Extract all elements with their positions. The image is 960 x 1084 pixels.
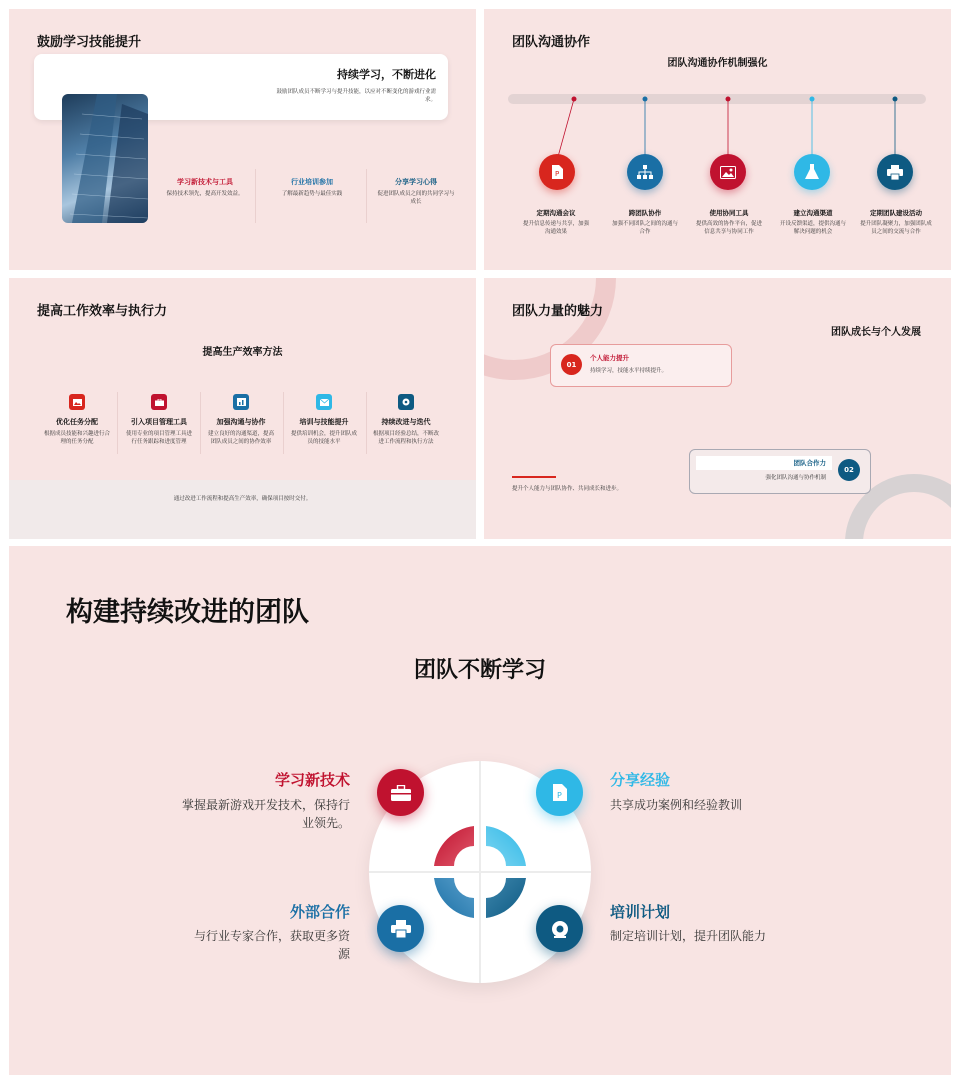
item-title: 分享学习心得 [395, 178, 437, 186]
box-desc: 持续学习，技能水平持续提升。 [590, 368, 668, 374]
divider [117, 392, 118, 454]
printer-icon [377, 905, 424, 952]
divider [200, 392, 201, 454]
learn-tech-desc: 掌握最新游戏开发技术，保持行业领先。 [181, 798, 350, 830]
item-desc: 开设反馈渠道，提供沟通与解决问题的机会 [779, 221, 846, 236]
method-item [289, 417, 359, 447]
card-title: 持续学习，不断进化 [337, 68, 436, 81]
timeline-item [694, 208, 764, 237]
item-desc: 促进团队成员之间的共同学习与成长 [377, 191, 455, 206]
chart-icon [233, 394, 249, 410]
building-photo [62, 94, 148, 223]
share-item [377, 177, 455, 207]
item-title: 使用协同工具 [709, 209, 749, 217]
item-title: 学习新技术与工具 [177, 178, 233, 186]
slide-subtitle: 团队不断学习 [413, 658, 546, 683]
slide-subtitle: 团队沟通协作机制强化 [667, 58, 768, 69]
number-badge [838, 459, 860, 481]
method-item [371, 417, 441, 447]
document-icon [539, 154, 575, 190]
training-plan-title: 培训计划 [610, 903, 671, 921]
flask-icon [794, 154, 830, 190]
learn-tech-title: 学习新技术 [274, 771, 350, 789]
item-title: 建立沟通渠道 [793, 209, 833, 217]
slide-efficiency [9, 278, 476, 539]
item-desc: 提供培训机会，提升团队成员的技能水平 [290, 431, 357, 446]
method-item [206, 417, 276, 447]
training-item [267, 177, 357, 198]
slide-title: 团队沟通协作 [512, 35, 591, 50]
item-title: 跨团队协作 [628, 209, 662, 217]
divider [366, 392, 367, 454]
method-item [42, 417, 112, 447]
slide-title: 团队力量的魅力 [512, 304, 604, 319]
slide-learning-skills [9, 9, 476, 270]
box-title: 个人能力提升 [590, 354, 629, 362]
target-icon [536, 905, 583, 952]
item-desc: 根据成员技能和兴趣进行合理的任务分配 [43, 431, 110, 446]
slide-title: 提高工作效率与执行力 [37, 304, 168, 319]
image-icon [710, 154, 746, 190]
slide-subtitle: 团队成长与个人发展 [831, 327, 921, 338]
item-desc: 了解最新趋势与最佳实践 [281, 191, 343, 197]
footer-band [9, 480, 476, 539]
item-title: 定期团队建设活动 [870, 209, 922, 217]
divider [255, 169, 256, 223]
share-experience-desc: 共享成功案例和经验教训 [610, 798, 743, 812]
method-item [124, 417, 194, 447]
item-title: 持续改进与迭代 [381, 418, 431, 426]
svg-text:P: P [556, 791, 562, 800]
item-desc: 使用专业的项目管理工具进行任务跟踪和进度管理 [125, 431, 192, 446]
slide-continuous-improvement [9, 546, 951, 1075]
divider [366, 169, 367, 223]
item-desc: 加强不同团队之间的沟通与合作 [611, 221, 678, 236]
gallery-icon [69, 394, 85, 410]
slide-title: 鼓励学习技能提升 [37, 35, 142, 50]
timeline-item [859, 208, 933, 237]
item-title: 行业培训参加 [291, 178, 333, 186]
item-desc: 保持技术领先，提高开发效益。 [166, 191, 244, 197]
item-desc: 根据项目经验总结，不断改进工作流程和执行方法 [372, 431, 439, 446]
growth-box-02 [689, 449, 871, 494]
document-icon [536, 769, 583, 816]
toolbox-icon [377, 769, 424, 816]
divider [283, 392, 284, 454]
external-cooperation-title: 外部合作 [289, 903, 350, 921]
box-title: 团队合作力 [793, 459, 826, 467]
item-desc: 提升信息传递与共享，加强沟通效果 [522, 221, 589, 236]
svg-text:P: P [555, 170, 560, 178]
accent-line [512, 476, 556, 478]
timeline-item [522, 208, 590, 237]
share-experience-title: 分享经验 [610, 771, 671, 789]
growth-box-01 [550, 344, 732, 387]
item-title: 优化任务分配 [56, 418, 98, 426]
badge-number: 02 [844, 466, 854, 474]
item-title: 培训与技能提升 [299, 418, 349, 426]
badge-number: 01 [566, 360, 577, 369]
slide-team-power [484, 278, 951, 539]
mail-icon [316, 394, 332, 410]
location-icon [398, 394, 414, 410]
timeline-item [778, 208, 848, 237]
number-badge [561, 354, 582, 375]
printer-icon [877, 154, 913, 190]
learn-tech-item [164, 177, 246, 198]
item-title: 加强沟通与协作 [216, 418, 266, 426]
item-desc: 提供高效的协作平台，促进信息共享与协同工作 [695, 221, 762, 236]
slide-subtitle: 提高生产效率方法 [202, 347, 283, 358]
bottom-text: 提升个人能力与团队协作、共同成长和进步。 [512, 486, 623, 492]
item-title: 定期沟通会议 [536, 209, 576, 217]
slide-team-communication [484, 9, 951, 270]
timeline-item [610, 208, 680, 237]
footer-text: 通过改进工作流程和提高生产效率，确保项目按时交付。 [173, 496, 312, 502]
briefcase-icon [151, 394, 167, 410]
item-desc: 建立良好的沟通渠道，提高团队成员之间的协作效率 [207, 431, 274, 446]
card-description: 鼓励团队成员不断学习与提升技能，以应对不断变化的游戏行业需求。 [276, 89, 436, 104]
external-cooperation-desc: 与行业专家合作，获取更多资源 [193, 929, 350, 961]
box-desc: 强化团队沟通与协作机制 [765, 475, 826, 481]
org-chart-icon [627, 154, 663, 190]
training-plan-desc: 制定培训计划，提升团队能力 [610, 929, 767, 943]
slide-title: 构建持续改进的团队 [66, 597, 309, 628]
item-title: 引入项目管理工具 [131, 418, 187, 426]
item-desc: 提升团队凝聚力，加强团队成员之间的交流与合作 [860, 221, 932, 236]
